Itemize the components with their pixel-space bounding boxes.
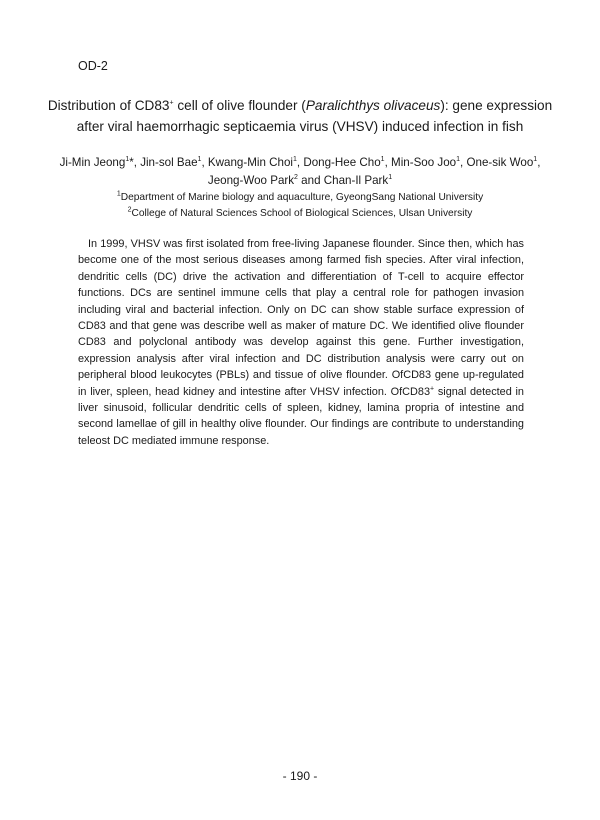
title-part-3: ): gene expression after viral haemorrhagic septicaemia virus (VHSV) induced infection in fish — [76, 98, 553, 134]
title-part-2: cell of olive flounder ( — [173, 98, 306, 113]
affiliation-list — [40, 190, 560, 222]
affiliation: $^2$College of Natural Sciences School of Biological Sciences, Ulsan University — [127, 206, 473, 219]
author: Kwang-Min Choi$^1$, — [207, 156, 304, 169]
paper-title — [40, 95, 560, 137]
author: Min-Soo Joo$^1$, — [391, 156, 467, 169]
author-list — [40, 154, 560, 190]
page-number: - 190 - — [282, 769, 318, 783]
species-name: Paralichthys olivaceus — [305, 98, 441, 113]
abstract-part-1: In 1999, VHSV was first isolated from free-living Japanese flounder. Since then, which has become one of the most serious diseases among farmed fish species. After viral infection, dendritic cells (DC) drive the activation and differentiation of T-cell to acquire effector functions. DCs are sentinel immune cells that play a central role for pathogen invasion including viral and bacterial infection. Only on DC can show stable surface expression of CD83 and that gene was describe well as maker of mature DC. We identified olive flounder CD83 and polyclonal antibody was develop against this gene. Further investigation, expression analysis after viral infection and DC distribution analysis were carry out on peripheral blood leukocytes (PBLs) and tissue of olive flounder. OfCD83 gene up-regulated in liver, spleen, head kidney and intestine after VHSV infection. OfCD83 — [78, 238, 524, 398]
abstract-superscript: + — [430, 385, 435, 393]
author: Jeong-Woo Park$^2$ and — [207, 174, 324, 187]
abstract-part-2: signal detected in liver sinusoid, follicular dendritic cells of spleen, kidney, lamina propria of intestine and second lamellae of gill in healthy olive flounder. Our findings are contribute to understanding teleost DC mediated immune response. — [78, 385, 524, 447]
abstract-paragraph — [78, 236, 524, 449]
author: Ji-Min Jeong$^1$*, — [59, 156, 141, 169]
title-superscript: + — [169, 99, 174, 107]
author: Jin-sol Bae$^1$, — [140, 156, 208, 169]
affiliation: $^1$Department of Marine biology and aquaculture, GyeongSang National University — [116, 190, 484, 203]
author: One-sik Woo$^1$, — [466, 156, 541, 169]
session-code: OD-2 — [78, 59, 108, 73]
author: Dong-Hee Cho$^1$, — [303, 156, 392, 169]
title-part-1: Distribution of CD83 — [47, 98, 170, 113]
author: Chan-Il Park$^1$ — [323, 174, 393, 187]
